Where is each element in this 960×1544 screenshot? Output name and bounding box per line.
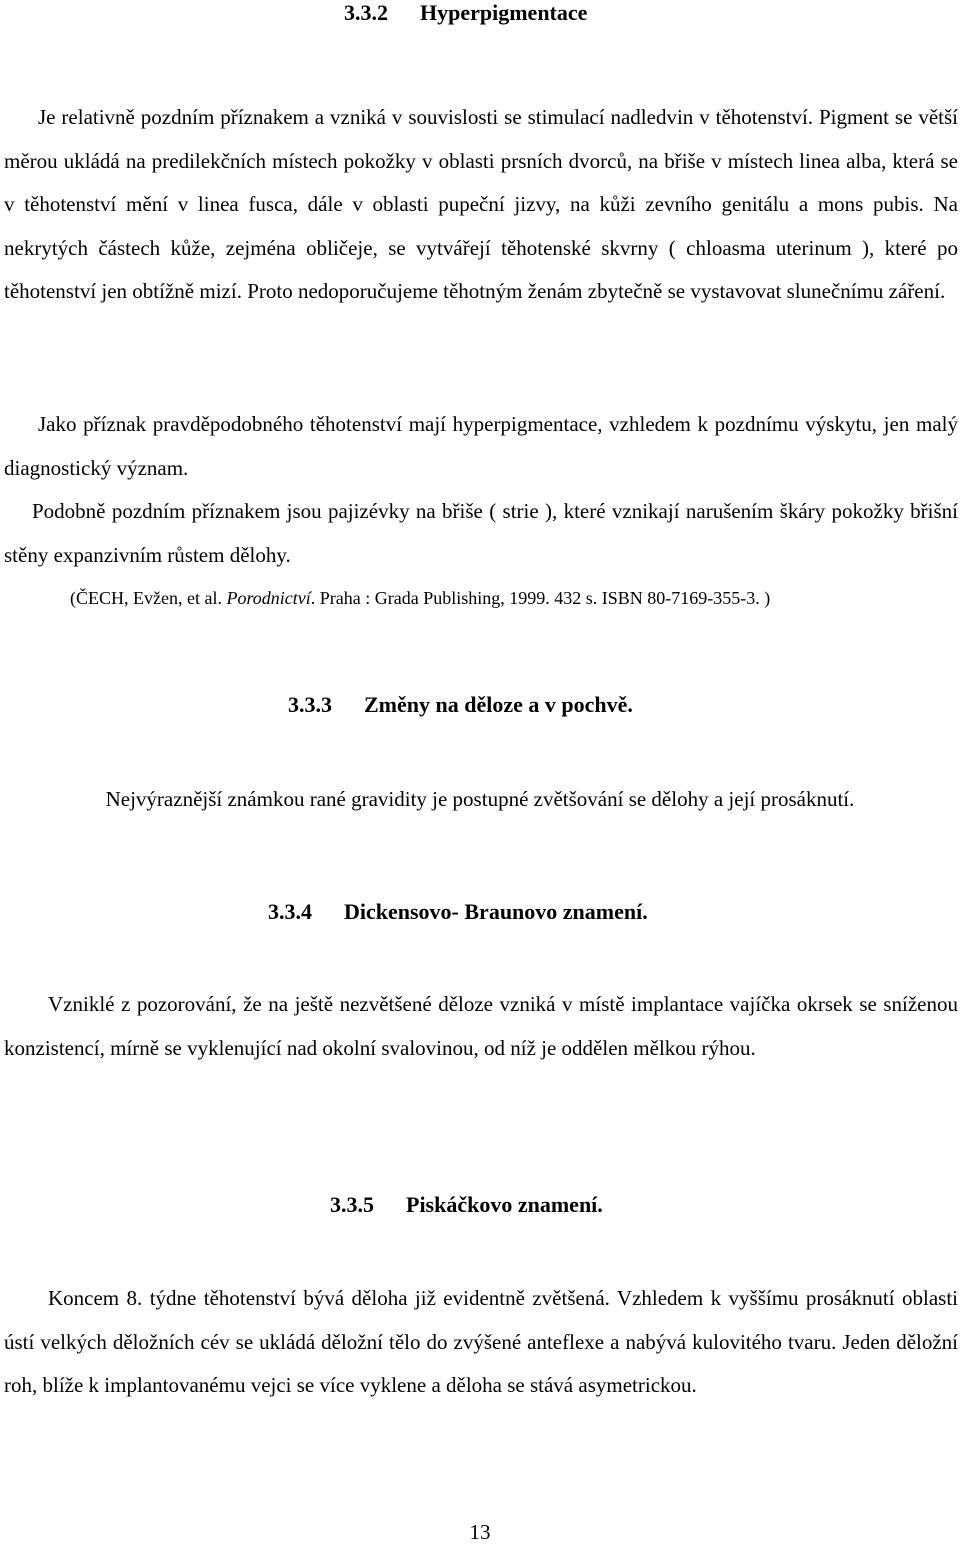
section-heading-3-3-5: [330, 1192, 603, 1218]
citation-text: (ČECH, Evžen, et al.: [70, 588, 227, 608]
section-number: 3.3.5: [330, 1192, 374, 1217]
citation: [70, 587, 770, 609]
paragraph-hyperpigmentace-2: Jako příznak pravděpodobného těhotenství mají hyperpigmentace, vzhledem k pozdnímu výskytu, jen malý diagnostický význam.: [4, 412, 958, 480]
section-heading-3-3-4: [268, 899, 648, 925]
section-number: 3.3.3: [288, 692, 332, 717]
section-title: Změny na děloze a v pochvě.: [364, 692, 633, 717]
section-title: Piskáčkovo znamení.: [406, 1192, 603, 1217]
section-number: 3.3.4: [268, 899, 312, 924]
paragraph-zmeny-1: Nejvýraznější známkou rané gravidity je postupné zvětšování se dělohy a její prosáknutí.: [105, 787, 855, 811]
paragraph-hyperpigmentace-3: Podobně pozdním příznakem jsou pajizévky na břiše ( strie ), které vznikají narušením škáry pokožky břišní stěny expanzivním růstem dělohy.: [4, 499, 958, 567]
section-title: Dickensovo- Braunovo znamení.: [344, 899, 648, 924]
section-title: Hyperpigmentace: [420, 0, 588, 25]
page-number: 13: [469, 1520, 491, 1544]
section-number: 3.3.2: [344, 0, 388, 25]
paragraph-piskackovo-1: Koncem 8. týdne těhotenství bývá děloha již evidentně zvětšená. Vzhledem k vyššímu prosáknutí oblasti ústí velkých děložních cév se ukládá děložní tělo do zvýšené anteflexe a nabývá kulovitého tvaru. Jeden děložní roh, blíže k implantovanému vejci se více vyklene a děloha se stává asymetrickou.: [4, 1286, 958, 1397]
section-heading-3-3-2: [344, 0, 587, 26]
citation-book-title: Porodnictví: [226, 588, 311, 608]
section-heading-3-3-3: [288, 692, 633, 718]
paragraph-dickensovo-1: Vzniklé z pozorování, že na ještě nezvětšené děloze vzniká v místě implantace vajíčka okrsek se sníženou konzistencí, mírně se vyklenující nad okolní svalovinou, od níž je oddělen mělkou rýhou.: [4, 992, 958, 1060]
citation-details: . Praha : Grada Publishing, 1999. 432 s. ISBN 80-7169-355-3. ): [310, 588, 771, 608]
paragraph-hyperpigmentace-1: Je relativně pozdním příznakem a vzniká v souvislosti se stimulací nadledvin v těhotenství. Pigment se větší měrou ukládá na predilekčních místech pokožky v oblasti prsních dvorců, na břiše v místech linea alba, která se v těhotenství mění v linea fusca, dále v oblasti pupeční jizvy, na kůži zevního genitálu a mons pubis. Na nekrytých částech kůže, zejména obličeje, se vytvářejí těhotenské skvrny ( chloasma uterinum ), které po těhotenství jen obtížně mizí. Proto nedoporučujeme těhotným ženám zbytečně se vystavovat slunečnímu záření.: [4, 105, 958, 303]
